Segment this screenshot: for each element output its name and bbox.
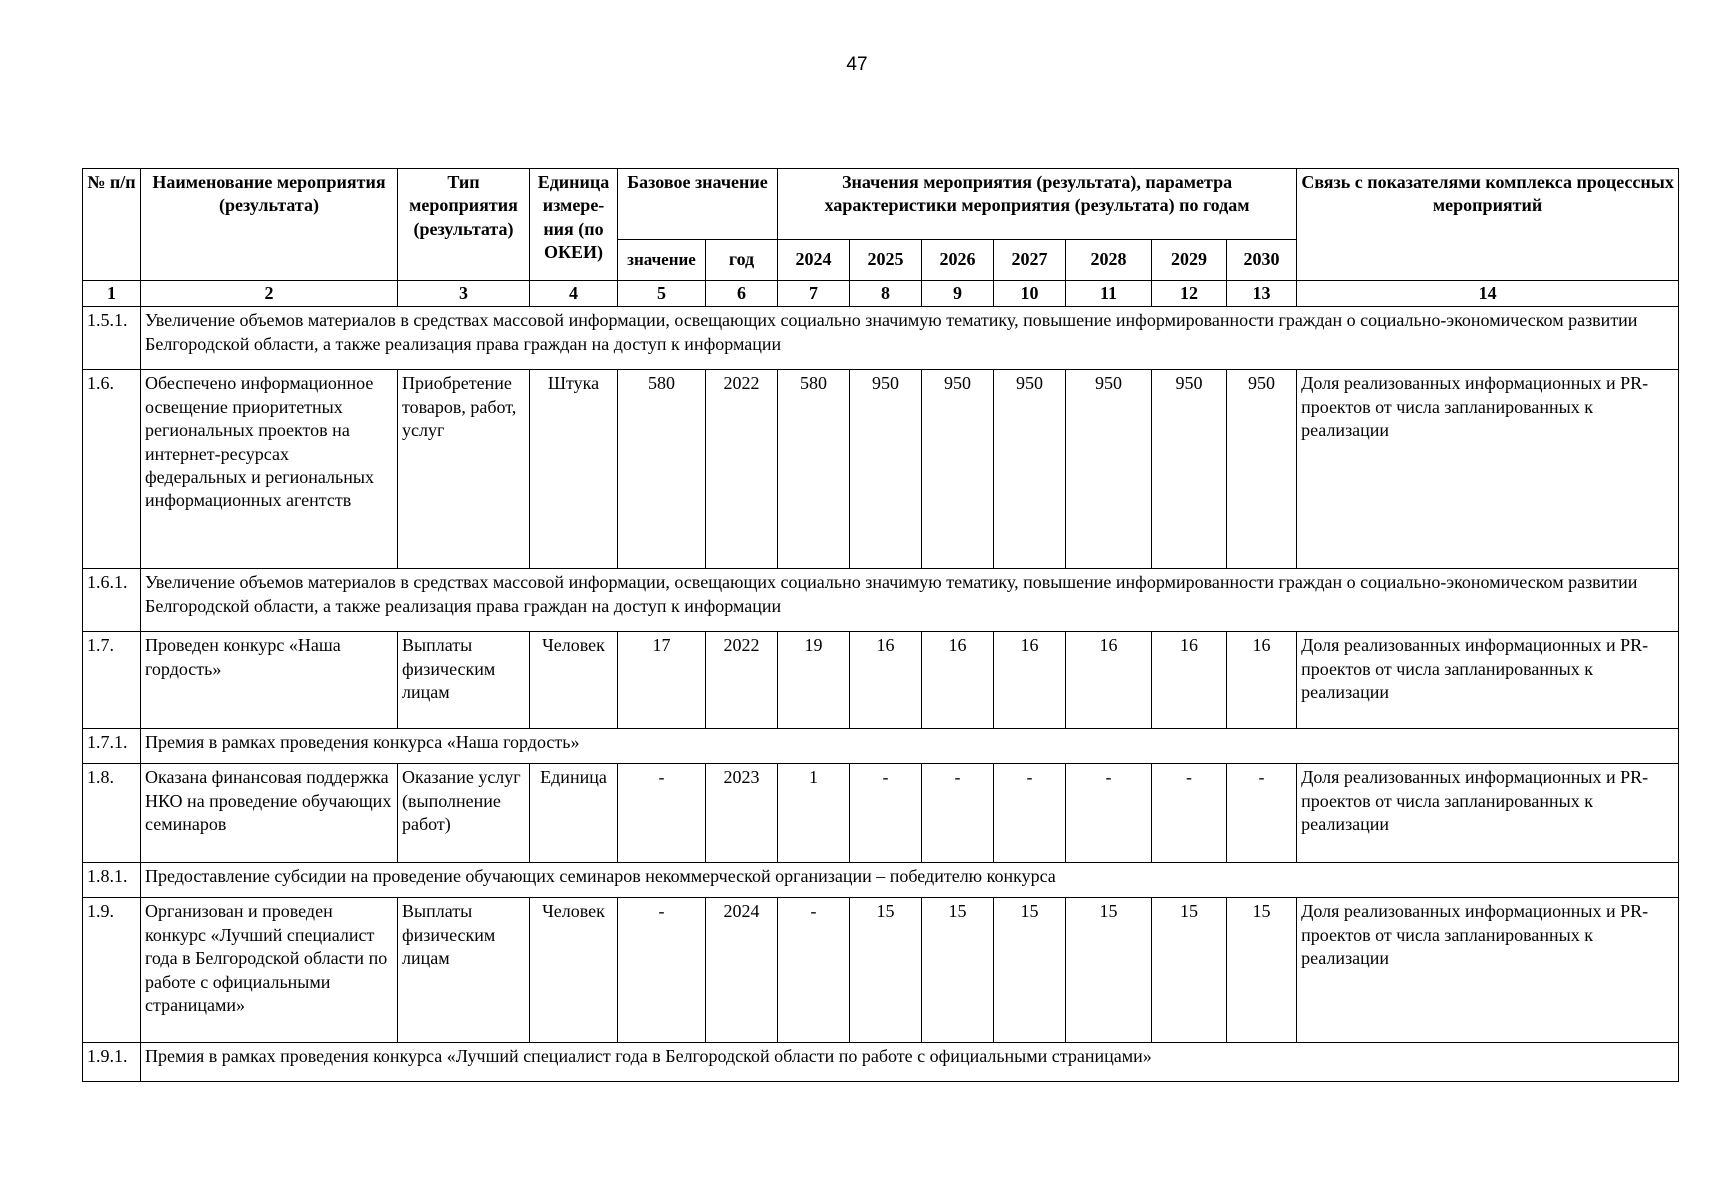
- base-year: 2024: [706, 898, 778, 1043]
- year-value: 16: [994, 632, 1066, 729]
- column-number: 7: [778, 281, 850, 307]
- year-value: -: [994, 764, 1066, 863]
- row-number: 1.5.1.: [83, 307, 141, 370]
- table-row: [83, 898, 1679, 1043]
- base-year: 2023: [706, 764, 778, 863]
- column-number: 14: [1297, 281, 1679, 307]
- row-number: 1.9.: [83, 898, 141, 1043]
- column-number: 11: [1066, 281, 1152, 307]
- activity-name: Оказана финансовая поддержка НКО на проведение обучающих семинаров: [141, 764, 398, 863]
- activity-name: Организован и проведен конкурс «Лучший специалист года в Белгородской области по работе с официальными страницами»: [141, 898, 398, 1043]
- column-number: 4: [530, 281, 618, 307]
- base-value: -: [618, 898, 706, 1043]
- year-value: 950: [1066, 370, 1152, 569]
- year-value: 580: [778, 370, 850, 569]
- activity-name: Обеспечено информационное освещение приоритетных региональных проектов на интернет-ресурсах федеральных и региональных информационных агентств: [141, 370, 398, 569]
- row-number: 1.9.1.: [83, 1043, 141, 1082]
- activity-type: Оказание услуг (выполнение работ): [398, 764, 530, 863]
- base-year: 2022: [706, 632, 778, 729]
- header-year: 2024: [778, 240, 850, 281]
- year-value: 16: [922, 632, 994, 729]
- year-value: -: [778, 898, 850, 1043]
- indicator-link: Доля реализованных информационных и PR-проектов от числа запланированных к реализации: [1297, 764, 1679, 863]
- indicator-link: Доля реализованных информационных и PR-проектов от числа запланированных к реализации: [1297, 632, 1679, 729]
- row-description: Увеличение объемов материалов в средствах массовой информации, освещающих социально значимую тематику, повышение информированности граждан о социально-экономическом развитии Белгородской области, а также реализация права граждан на доступ к информации: [141, 569, 1679, 632]
- year-value: 15: [922, 898, 994, 1043]
- header-base: Базовое значение: [618, 169, 778, 240]
- header-year: 2025: [850, 240, 922, 281]
- base-value: -: [618, 764, 706, 863]
- unit: Человек: [530, 632, 618, 729]
- header-type: Тип мероприятия (результата): [398, 169, 530, 281]
- header-year: 2027: [994, 240, 1066, 281]
- year-value: -: [922, 764, 994, 863]
- activity-name: Проведен конкурс «Наша гордость»: [141, 632, 398, 729]
- year-value: 1: [778, 764, 850, 863]
- column-number: 9: [922, 281, 994, 307]
- column-number: 2: [141, 281, 398, 307]
- activity-type: Приобретение товаров, работ, услуг: [398, 370, 530, 569]
- header-name: Наименование мероприятия (результата): [141, 169, 398, 281]
- table-row: [83, 370, 1679, 569]
- unit: Штука: [530, 370, 618, 569]
- year-value: 950: [922, 370, 994, 569]
- column-number: 6: [706, 281, 778, 307]
- header-values: Значения мероприятия (результата), параметра характеристики мероприятия (результата) по годам: [778, 169, 1297, 240]
- year-value: 15: [1152, 898, 1227, 1043]
- row-number: 1.6.: [83, 370, 141, 569]
- row-number: 1.8.: [83, 764, 141, 863]
- row-description: Предоставление субсидии на проведение обучающих семинаров некоммерческой организации – победителю конкурса: [141, 863, 1679, 898]
- unit: Человек: [530, 898, 618, 1043]
- column-number: 12: [1152, 281, 1227, 307]
- year-value: 950: [1227, 370, 1297, 569]
- year-value: 15: [994, 898, 1066, 1043]
- year-value: 16: [1066, 632, 1152, 729]
- table-row: [83, 569, 1679, 632]
- year-value: -: [1066, 764, 1152, 863]
- year-value: -: [1227, 764, 1297, 863]
- header-year: 2030: [1227, 240, 1297, 281]
- activity-type: Выплаты физическим лицам: [398, 632, 530, 729]
- header-year: 2029: [1152, 240, 1227, 281]
- year-value: -: [1152, 764, 1227, 863]
- year-value: 15: [1066, 898, 1152, 1043]
- table-row: [83, 764, 1679, 863]
- year-value: 16: [1227, 632, 1297, 729]
- column-number: 10: [994, 281, 1066, 307]
- row-description: Премия в рамках проведения конкурса «Лучший специалист года в Белгородской области по работе с официальными страницами»: [141, 1043, 1679, 1082]
- year-value: 950: [994, 370, 1066, 569]
- column-number: 5: [618, 281, 706, 307]
- page-number: 47: [846, 54, 868, 75]
- row-description: Премия в рамках проведения конкурса «Наша гордость»: [141, 729, 1679, 764]
- activity-type: Выплаты физическим лицам: [398, 898, 530, 1043]
- header-no: № п/п: [83, 169, 141, 281]
- unit: Единица: [530, 764, 618, 863]
- base-value: 580: [618, 370, 706, 569]
- header-base-value: значение: [618, 240, 706, 281]
- header-unit: Единица измере-ния (по ОКЕИ): [530, 169, 618, 281]
- row-description: Увеличение объемов материалов в средствах массовой информации, освещающих социально значимую тематику, повышение информированности граждан о социально-экономическом развитии Белгородской области, а также реализация права граждан на доступ к информации: [141, 307, 1679, 370]
- table-row: [83, 1043, 1679, 1082]
- header-year: 2026: [922, 240, 994, 281]
- row-number: 1.7.1.: [83, 729, 141, 764]
- indicator-link: Доля реализованных информационных и PR-проектов от числа запланированных к реализации: [1297, 898, 1679, 1043]
- base-year: 2022: [706, 370, 778, 569]
- table-row: [83, 632, 1679, 729]
- activities-table: [82, 168, 1679, 1082]
- year-value: 19: [778, 632, 850, 729]
- table-row: [83, 863, 1679, 898]
- header-link: Связь с показателями комплекса процессных мероприятий: [1297, 169, 1679, 281]
- column-number: 8: [850, 281, 922, 307]
- table-row: [83, 729, 1679, 764]
- year-value: 950: [850, 370, 922, 569]
- header-year: 2028: [1066, 240, 1152, 281]
- row-number: 1.6.1.: [83, 569, 141, 632]
- year-value: 15: [850, 898, 922, 1043]
- row-number: 1.8.1.: [83, 863, 141, 898]
- column-number-row: [83, 281, 1679, 307]
- header-base-year: год: [706, 240, 778, 281]
- column-number: 1: [83, 281, 141, 307]
- indicator-link: Доля реализованных информационных и PR-проектов от числа запланированных к реализации: [1297, 370, 1679, 569]
- year-value: -: [850, 764, 922, 863]
- year-value: 15: [1227, 898, 1297, 1043]
- column-number: 13: [1227, 281, 1297, 307]
- table-row: [83, 307, 1679, 370]
- column-number: 3: [398, 281, 530, 307]
- base-value: 17: [618, 632, 706, 729]
- year-value: 16: [850, 632, 922, 729]
- row-number: 1.7.: [83, 632, 141, 729]
- year-value: 16: [1152, 632, 1227, 729]
- year-value: 950: [1152, 370, 1227, 569]
